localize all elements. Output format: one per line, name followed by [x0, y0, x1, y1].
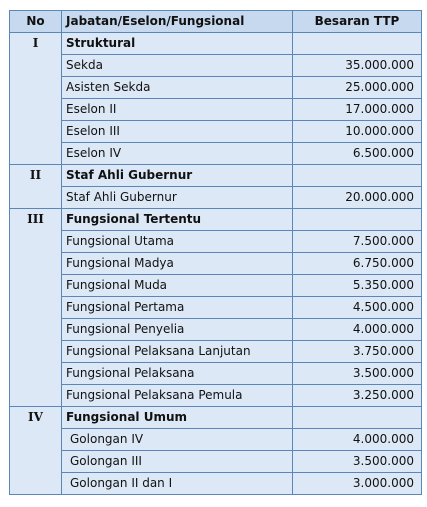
category-title: Fungsional Tertentu	[62, 209, 293, 231]
ttp-amount: 35.000.000	[293, 55, 422, 77]
table-header-row	[10, 11, 422, 33]
ttp-amount: 3.250.000	[293, 385, 422, 407]
position-name: Fungsional Penyelia	[62, 319, 293, 341]
table-row	[10, 363, 422, 385]
category-title: Staf Ahli Gubernur	[62, 165, 293, 187]
table-row	[10, 187, 422, 209]
table-row	[10, 253, 422, 275]
position-name: Eselon IV	[62, 143, 293, 165]
table-row	[10, 275, 422, 297]
position-name: Golongan III	[62, 451, 293, 473]
ttp-amount: 3.000.000	[293, 473, 422, 495]
category-amount-empty	[293, 165, 422, 187]
group-number: III	[10, 209, 62, 407]
category-title: Fungsional Umum	[62, 407, 293, 429]
header-no: No	[10, 11, 62, 33]
header-besaran: Besaran TTP	[293, 11, 422, 33]
category-amount-empty	[293, 33, 422, 55]
position-name: Fungsional Utama	[62, 231, 293, 253]
category-row	[10, 165, 422, 187]
group-number: II	[10, 165, 62, 209]
category-row	[10, 407, 422, 429]
ttp-amount: 4.000.000	[293, 429, 422, 451]
ttp-amount: 5.350.000	[293, 275, 422, 297]
table-row	[10, 341, 422, 363]
table-row	[10, 99, 422, 121]
position-name: Eselon II	[62, 99, 293, 121]
table-row	[10, 385, 422, 407]
ttp-amount: 3.750.000	[293, 341, 422, 363]
table-row	[10, 143, 422, 165]
table-row	[10, 451, 422, 473]
category-amount-empty	[293, 407, 422, 429]
ttp-amount: 10.000.000	[293, 121, 422, 143]
table-row	[10, 319, 422, 341]
table-row	[10, 429, 422, 451]
position-name: Golongan IV	[62, 429, 293, 451]
table-body	[10, 33, 422, 495]
category-title: Struktural	[62, 33, 293, 55]
position-name: Fungsional Pelaksana Lanjutan	[62, 341, 293, 363]
table-row	[10, 473, 422, 495]
position-name: Sekda	[62, 55, 293, 77]
position-name: Fungsional Pelaksana Pemula	[62, 385, 293, 407]
ttp-amount: 6.750.000	[293, 253, 422, 275]
ttp-amount: 6.500.000	[293, 143, 422, 165]
position-name: Fungsional Muda	[62, 275, 293, 297]
ttp-amount: 7.500.000	[293, 231, 422, 253]
position-name: Fungsional Pertama	[62, 297, 293, 319]
group-number: I	[10, 33, 62, 165]
ttp-amount: 3.500.000	[293, 363, 422, 385]
ttp-amount: 25.000.000	[293, 77, 422, 99]
table-row	[10, 55, 422, 77]
category-amount-empty	[293, 209, 422, 231]
ttp-amount: 17.000.000	[293, 99, 422, 121]
ttp-table	[9, 10, 422, 495]
table-row	[10, 297, 422, 319]
ttp-amount: 20.000.000	[293, 187, 422, 209]
category-row	[10, 209, 422, 231]
table-row	[10, 77, 422, 99]
position-name: Golongan II dan I	[62, 473, 293, 495]
position-name: Eselon III	[62, 121, 293, 143]
category-row	[10, 33, 422, 55]
table-row	[10, 231, 422, 253]
group-number: IV	[10, 407, 62, 495]
table-row	[10, 121, 422, 143]
position-name: Staf Ahli Gubernur	[62, 187, 293, 209]
ttp-amount: 4.000.000	[293, 319, 422, 341]
position-name: Fungsional Madya	[62, 253, 293, 275]
position-name: Fungsional Pelaksana	[62, 363, 293, 385]
position-name: Asisten Sekda	[62, 77, 293, 99]
ttp-amount: 3.500.000	[293, 451, 422, 473]
header-jabatan: Jabatan/Eselon/Fungsional	[62, 11, 293, 33]
ttp-amount: 4.500.000	[293, 297, 422, 319]
